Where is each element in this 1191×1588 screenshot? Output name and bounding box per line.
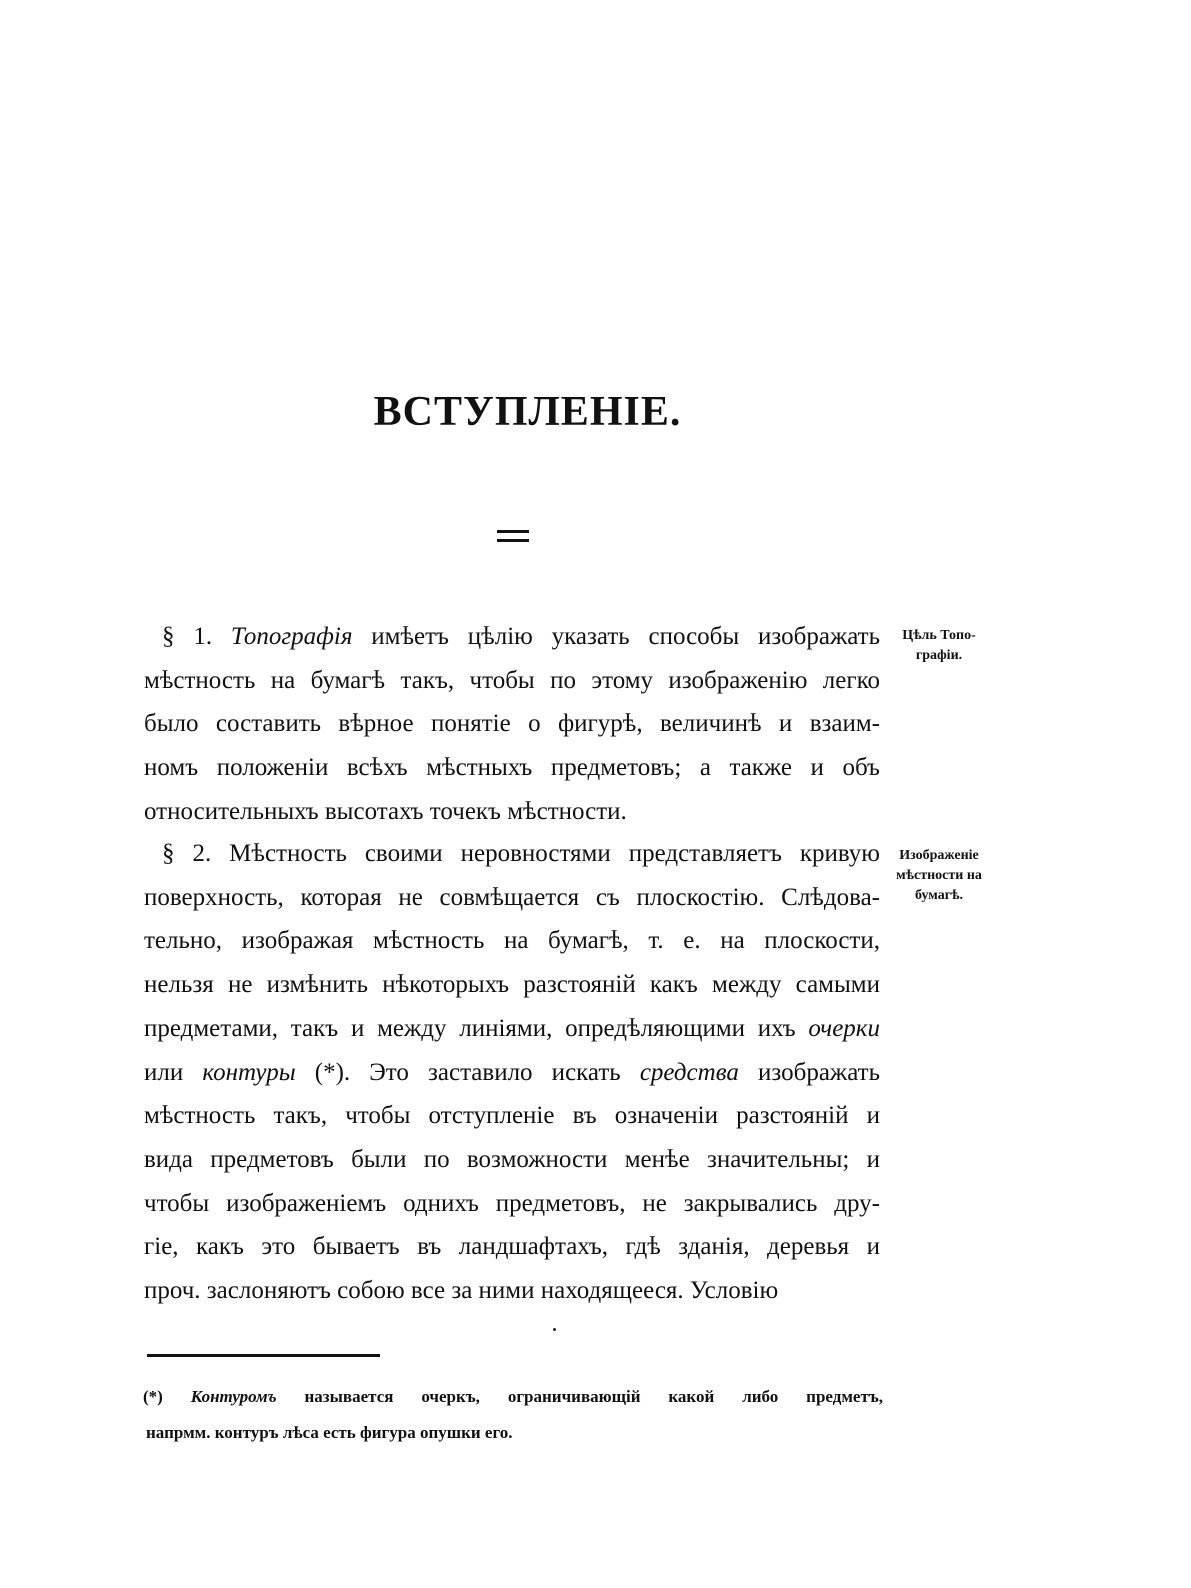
margin-note-line: бумагѣ. (915, 888, 963, 903)
text-line (162, 839, 880, 869)
text-line (144, 1232, 880, 1262)
text-run: § 2. Мѣстность своими неровностями представляетъ кривую (162, 840, 880, 867)
text-run: номъ положеніи всѣхъ мѣстныхъ предметовъ; а также и объ (144, 754, 880, 781)
text-line (144, 753, 880, 783)
text-run: относительныхъ высотахъ точекъ мѣстности. (144, 798, 627, 825)
margin-note (884, 626, 994, 666)
text-line (144, 1276, 880, 1306)
text-run: имѣетъ цѣлію указать способы изображать (352, 623, 880, 650)
text-line (144, 709, 880, 739)
margin-note-line: графіи. (915, 648, 963, 663)
text-run: гіе, какъ это бываетъ въ ландшафтахъ, гдѣ зданія, деревья и (144, 1233, 880, 1260)
text-run: чтобы изображеніемъ однихъ предметовъ, не закрывались дру- (144, 1190, 880, 1217)
text-line (144, 1145, 880, 1175)
italic-term: контуры (202, 1059, 296, 1086)
footnote-rule (147, 1354, 380, 1357)
text-run: или (144, 1059, 203, 1086)
text-run: поверхность, которая не совмѣщается съ плоскостію. Слѣдова- (144, 884, 880, 911)
text-run: проч. заслоняютъ собою все за ними находящееся. Условію (144, 1277, 779, 1304)
italic-term: средства (639, 1059, 739, 1086)
text-run: называется очеркъ, ограничивающій какой либо предметъ, (276, 1387, 883, 1406)
text-line (144, 797, 880, 827)
text-run: (*) (143, 1387, 191, 1406)
italic-term: очерки (808, 1015, 880, 1042)
text-run: тельно, изображая мѣстность на бумагѣ, т. е. на плоскости, (144, 927, 880, 954)
text-line (144, 970, 880, 1000)
text-run: § 1. (162, 623, 231, 650)
text-line (144, 1101, 880, 1131)
text-run: мѣстность такъ, чтобы отступленіе въ означеніи разстояній и (144, 1102, 880, 1129)
print-speck (553, 1328, 556, 1331)
text-run: изображать (738, 1059, 880, 1086)
margin-note-line: Цѣль Топо- (902, 628, 976, 643)
italic-term: Контуромъ (190, 1387, 277, 1406)
text-run: мѣстность на бумагѣ такъ, чтобы по этому изображенію легко (144, 667, 880, 694)
text-line (144, 926, 880, 956)
text-run: предметами, такъ и между линіями, опредѣляющими ихъ (144, 1015, 809, 1042)
text-run: (*). Это заставило искать (295, 1059, 640, 1086)
text-line (144, 1014, 880, 1044)
heading-double-rule (497, 530, 529, 542)
chapter-heading: ВСТУПЛЕНІЕ. (373, 389, 682, 435)
italic-term: Топографія (230, 623, 353, 650)
margin-note-line: мѣстности на (896, 868, 982, 883)
text-line (144, 666, 880, 696)
footnote-line (143, 1385, 883, 1409)
text-line (162, 622, 880, 652)
margin-note-line: Изображеніе (899, 848, 979, 863)
text-run: нельзя не измѣнить нѣкоторыхъ разстояній какъ между самыми (144, 971, 880, 998)
text-run: было составить вѣрное понятіе о фигурѣ, величинѣ и взаим- (144, 710, 880, 737)
text-run: вида предметовъ были по возможности менѣе значительны; и (144, 1146, 880, 1173)
footnote-line (146, 1421, 886, 1445)
text-run: напрмм. контуръ лѣса есть фигура опушки его. (146, 1423, 513, 1442)
text-line (144, 883, 880, 913)
text-line (144, 1189, 880, 1219)
margin-note (884, 846, 994, 906)
text-line (144, 1058, 880, 1088)
